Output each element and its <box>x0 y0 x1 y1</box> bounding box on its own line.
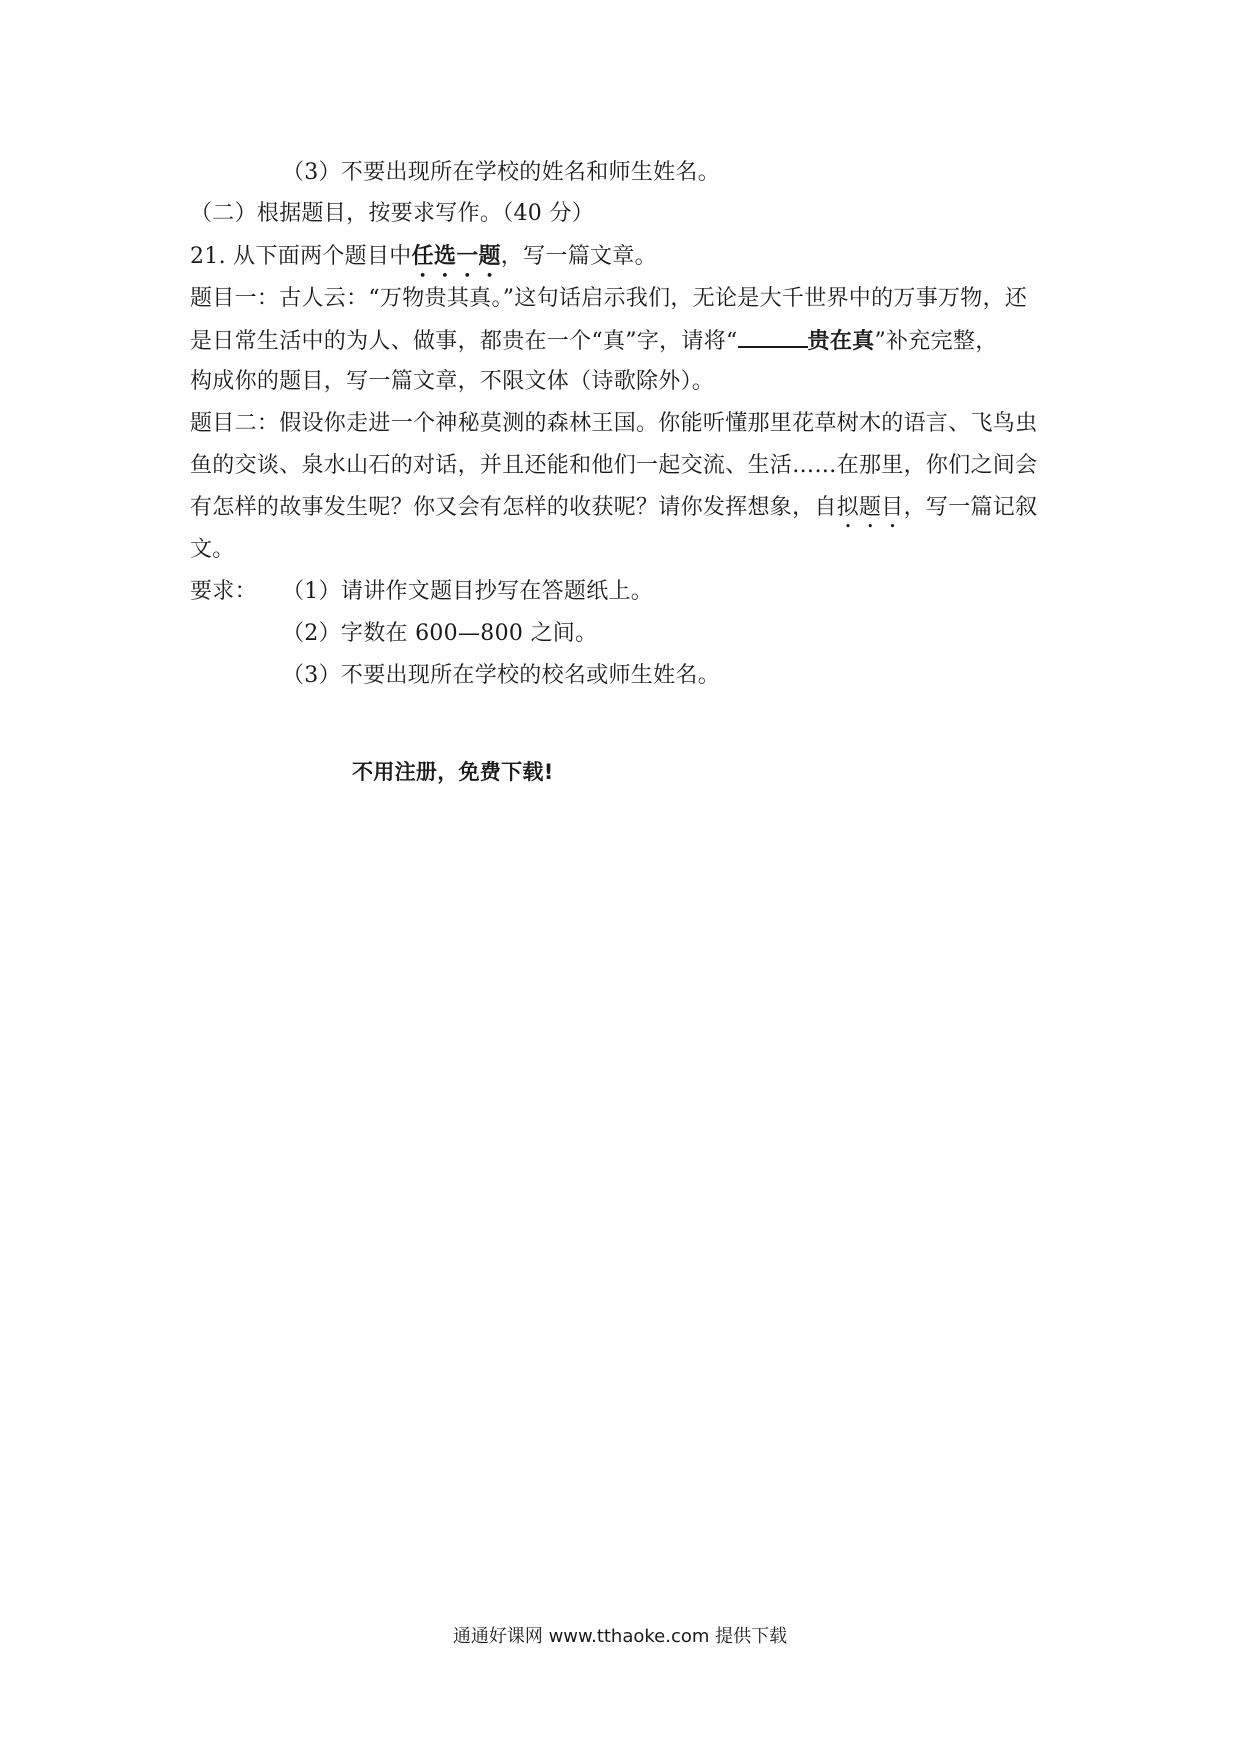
topic-2-text-end: ，写一篇记叙 <box>903 495 1038 520</box>
requirements-label: 要求： <box>190 579 257 604</box>
requirement-3: （3）不要出现所在学校的校名或师生姓名。 <box>282 663 720 688</box>
topic-1-line-3: 构成你的题目，写一篇文章，不限文体（诗歌除外）。 <box>190 369 715 394</box>
requirement-2: （2）字数在 600—800 之间。 <box>282 621 598 646</box>
fill-blank <box>738 326 808 348</box>
question-21 <box>190 242 657 282</box>
topic-2-line-3 <box>190 493 1037 533</box>
section-heading: （二）根据题目，按要求写作。（40 分） <box>190 201 594 226</box>
requirement-3-prev: （3）不要出现所在学校的姓名和师生姓名。 <box>282 160 720 185</box>
topic-2-text: 有怎样的故事发生呢？你又会有怎样的收获呢？请你发挥想象，自 <box>190 495 837 520</box>
topic-1-line-1: 题目一：古人云：“万物贵其真。”这句话启示我们，无论是大千世界中的万事万物，还 <box>190 286 1028 311</box>
topic-1-bold: 贵在真 <box>807 329 875 354</box>
q21-emphasis: 任选一题 <box>411 244 501 269</box>
topic-1-text: 是日常生活中的为人、做事，都贵在一个“真”字，请将“ <box>190 329 738 354</box>
topic-1-text-end: ”补充完整， <box>874 329 998 354</box>
topic-1-line-2 <box>190 326 998 357</box>
topic-2-line-4: 文。 <box>190 537 235 562</box>
promo-text: 不用注册，免费下载! <box>352 760 554 784</box>
requirement-1: （1）请讲作文题目抄写在答题纸上。 <box>282 579 654 604</box>
topic-2-emphasis: 拟题目 <box>836 495 904 520</box>
page-footer: 通通好课网 www.tthaoke.com 提供下载 <box>452 1626 788 1647</box>
q21-text-end: ，写一篇文章。 <box>500 244 657 269</box>
topic-2-line-1: 题目二：假设你走进一个神秘莫测的森林王国。你能听懂那里花草树木的语言、飞鸟虫 <box>190 411 1038 436</box>
q21-text: 21. 从下面两个题目中 <box>190 244 412 269</box>
topic-2-line-2: 鱼的交谈、泉水山石的对话，并且还能和他们一起交流、生活……在那里，你们之间会 <box>190 453 1038 478</box>
